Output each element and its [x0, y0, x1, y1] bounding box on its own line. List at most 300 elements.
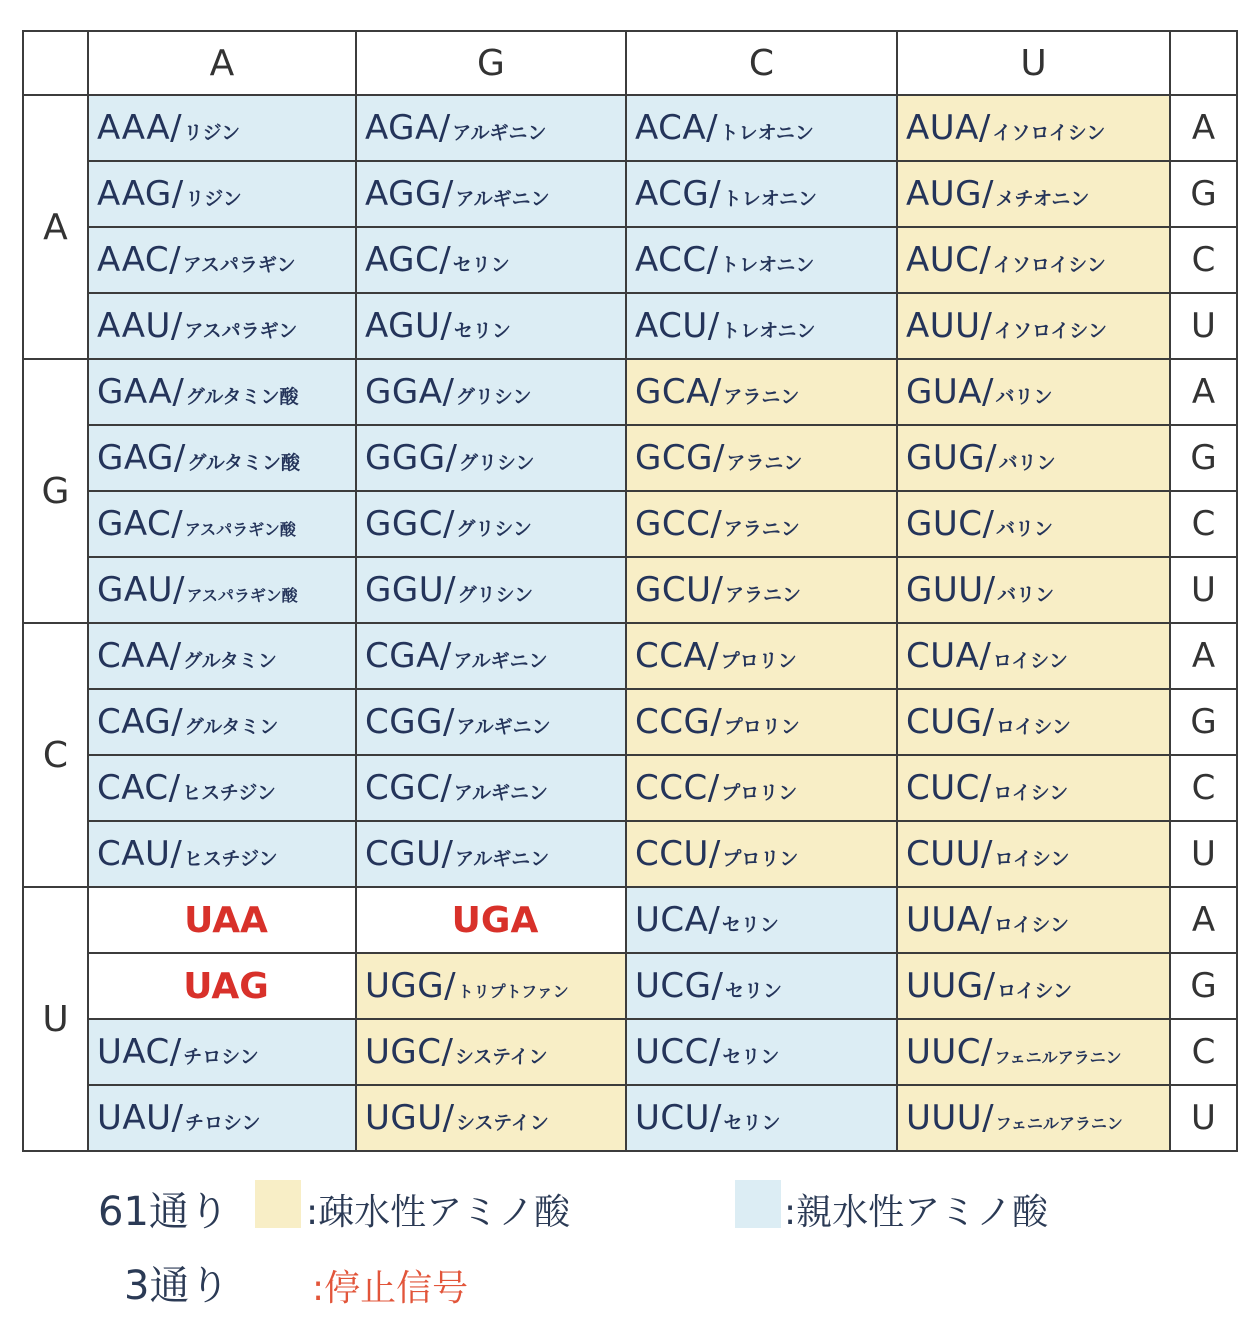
codon: AAU	[97, 306, 171, 346]
codon: GGG	[365, 438, 446, 478]
codon-cell	[626, 293, 897, 359]
col-header: A	[88, 31, 356, 95]
corner-cell	[1170, 31, 1237, 95]
separator: /	[985, 438, 997, 478]
codon: UCG	[635, 966, 712, 1006]
amino-acid: プロリン	[722, 848, 799, 870]
codon-row	[23, 755, 1237, 821]
amino-acid: フェニルアラニン	[995, 1114, 1123, 1133]
amino-acid: セリン	[453, 320, 511, 342]
codon-row	[23, 491, 1237, 557]
third-base-label: A	[1170, 95, 1237, 161]
separator: /	[978, 108, 991, 148]
codon: GAG	[97, 438, 174, 478]
codon-row	[23, 95, 1237, 161]
amino-acid: アルギニン	[454, 848, 550, 870]
third-base-label: C	[1170, 491, 1237, 557]
codon: UUC	[906, 1032, 982, 1072]
separator: /	[710, 504, 722, 544]
amino-acid: プロリン	[720, 650, 797, 672]
codon-row	[23, 161, 1237, 227]
amino-acid: アルギニン	[455, 188, 550, 210]
codon-cell	[88, 95, 356, 161]
codon: GAC	[97, 504, 172, 544]
separator: /	[171, 504, 183, 544]
amino-acid: セリン	[721, 914, 779, 936]
amino-acid: アラニン	[724, 584, 801, 606]
codon-cell	[88, 293, 356, 359]
separator: /	[980, 900, 992, 940]
separator: /	[442, 702, 455, 742]
separator: /	[708, 1032, 721, 1072]
codon-cell	[356, 1019, 626, 1085]
hydrophilic-swatch	[735, 1180, 781, 1228]
codon: AAG	[97, 174, 172, 214]
separator: /	[708, 900, 720, 940]
codon-row	[23, 425, 1237, 491]
codon-cell	[626, 491, 897, 557]
codon-cell	[88, 227, 356, 293]
separator: /	[981, 834, 993, 874]
separator: /	[445, 438, 458, 478]
codon: CAG	[97, 702, 172, 742]
separator: /	[442, 504, 455, 544]
separator: /	[440, 768, 452, 808]
separator: /	[982, 1098, 994, 1138]
codon: AGU	[365, 306, 441, 346]
amino-acid: システイン	[456, 1112, 549, 1134]
separator: /	[172, 372, 184, 412]
amino-acid: アルギニン	[452, 122, 547, 144]
codon-cell	[356, 161, 626, 227]
codon: GUG	[906, 438, 986, 478]
codon: CCU	[635, 834, 709, 874]
codon-cell	[88, 689, 356, 755]
hydrophilic-label: :親水性アミノ酸	[784, 1192, 1049, 1233]
third-base-label: G	[1170, 689, 1237, 755]
codon-cell	[897, 491, 1170, 557]
separator: /	[707, 636, 719, 676]
amino-acid: ロイシン	[994, 914, 1069, 936]
separator: /	[982, 504, 994, 544]
codon: UCC	[635, 1032, 709, 1072]
codon-cell	[626, 95, 897, 161]
third-base-label: U	[1170, 1085, 1237, 1151]
amino-acid: アラニン	[723, 518, 800, 540]
amino-acid: グルタミン	[183, 650, 277, 672]
amino-acid: アルギニン	[453, 782, 549, 804]
separator: /	[439, 240, 451, 280]
separator: /	[708, 834, 721, 874]
amino-acid: プロリン	[721, 782, 798, 804]
amino-acid: グルタミン酸	[185, 386, 299, 408]
third-base-label: C	[1170, 1019, 1237, 1085]
amino-acid: ヒスチジン	[183, 848, 278, 870]
codon: UAC	[97, 1032, 170, 1072]
codon: CGA	[365, 636, 440, 676]
separator: /	[982, 372, 994, 412]
codon-cell	[356, 359, 626, 425]
codon-cell	[88, 161, 356, 227]
separator: /	[979, 768, 992, 808]
codon: ACG	[635, 174, 710, 214]
codon: GCC	[635, 504, 711, 544]
codon: CGG	[365, 702, 443, 742]
amino-acid: トレオニン	[719, 122, 814, 144]
codon-cell	[356, 821, 626, 887]
codon-cell	[356, 953, 626, 1019]
codon: ACU	[635, 306, 708, 346]
codon: CGU	[365, 834, 442, 874]
amino-acid: チロシン	[183, 1046, 259, 1068]
separator: /	[979, 240, 991, 280]
codon: GAA	[97, 372, 173, 412]
codon-row	[23, 623, 1237, 689]
corner-cell	[23, 31, 88, 95]
stop-codon: UAA	[184, 899, 268, 941]
separator: /	[441, 834, 453, 874]
codon: UCU	[635, 1098, 711, 1138]
codon-row	[23, 557, 1237, 623]
codon: GGA	[365, 372, 443, 412]
separator: /	[173, 438, 186, 478]
third-base-label: A	[1170, 359, 1237, 425]
codon: UCA	[635, 900, 709, 940]
amino-acid: システイン	[454, 1046, 548, 1068]
codon: CCC	[635, 768, 708, 808]
amino-acid: ロイシン	[994, 848, 1070, 870]
third-base-label: G	[1170, 161, 1237, 227]
amino-acid: アルギニン	[456, 716, 551, 738]
codon-cell	[897, 821, 1170, 887]
amino-acid: アスパラギン酸	[186, 586, 298, 605]
codon-row	[23, 359, 1237, 425]
codon-cell	[88, 1085, 356, 1151]
separator: /	[709, 372, 722, 412]
separator: /	[444, 966, 456, 1006]
third-base-label: A	[1170, 623, 1237, 689]
amino-acid: グリシン	[455, 386, 532, 408]
amino-acid: アラニン	[726, 452, 803, 474]
col-header: U	[897, 31, 1170, 95]
codon: GCG	[635, 438, 713, 478]
separator: /	[710, 1098, 722, 1138]
amino-acid: ロイシン	[993, 782, 1069, 804]
codon-cell	[626, 623, 897, 689]
third-base-label: A	[1170, 887, 1237, 953]
codon-cell	[626, 689, 897, 755]
codon-cell	[626, 887, 897, 953]
separator: /	[707, 768, 720, 808]
codon: UAU	[97, 1098, 172, 1138]
codon-cell	[626, 1085, 897, 1151]
first-base-label: C	[23, 623, 88, 887]
codon-cell	[626, 227, 897, 293]
separator: /	[169, 1032, 182, 1072]
amino-acid: バリン	[995, 518, 1053, 540]
amino-acid: アラニン	[723, 386, 800, 408]
amino-acid: トレオニン	[721, 320, 816, 342]
amino-acid: アスパラギン	[182, 254, 296, 276]
codon-cell	[356, 491, 626, 557]
codon-cell	[897, 953, 1170, 1019]
codon-cell	[88, 755, 356, 821]
separator: /	[442, 1098, 455, 1138]
amino-acid: トリプトファン	[457, 982, 569, 1001]
stop-codon: UGA	[451, 899, 539, 941]
codon-cell	[897, 689, 1170, 755]
separator: /	[441, 1032, 453, 1072]
separator: /	[709, 174, 721, 214]
separator: /	[712, 438, 725, 478]
codon: UGC	[365, 1032, 442, 1072]
codon: CCA	[635, 636, 708, 676]
codon: AUG	[906, 174, 982, 214]
amino-acid: ロイシン	[992, 650, 1068, 672]
codon-cell	[356, 227, 626, 293]
amino-acid: メチオニン	[995, 188, 1090, 210]
separator: /	[439, 636, 452, 676]
hydrophobic-swatch	[255, 1180, 301, 1228]
first-base-label: G	[23, 359, 88, 623]
amino-acid: セリン	[452, 254, 510, 276]
amino-acid: リジン	[185, 188, 242, 210]
amino-acid: セリン	[722, 1046, 780, 1068]
codon-cell	[356, 293, 626, 359]
codon-row	[23, 887, 1237, 953]
separator: /	[170, 108, 182, 148]
amino-acid: グリシン	[456, 518, 532, 540]
amino-acid: セリン	[724, 980, 782, 1002]
separator: /	[442, 372, 454, 412]
codon-table	[22, 30, 1238, 1152]
codon-cell	[88, 623, 356, 689]
codon: AAC	[97, 240, 170, 280]
codon-row	[23, 953, 1237, 1019]
header-row	[23, 31, 1237, 95]
codon-cell	[356, 425, 626, 491]
codon-row	[23, 227, 1237, 293]
amino-acid: グルタミン	[184, 716, 279, 738]
amino-acid: バリン	[995, 386, 1053, 408]
amino-acid: グリシン	[459, 452, 535, 474]
codon-cell	[897, 95, 1170, 161]
amino-acid: バリン	[997, 584, 1055, 606]
codon: UUU	[906, 1098, 983, 1138]
separator: /	[440, 306, 452, 346]
stop-codon: UAG	[183, 965, 269, 1007]
codon: AGC	[365, 240, 440, 280]
third-base-label: C	[1170, 755, 1237, 821]
legend	[0, 1160, 1260, 1330]
codon-cell	[897, 755, 1170, 821]
codon: GUU	[906, 570, 984, 610]
separator: /	[983, 966, 996, 1006]
separator: /	[444, 570, 456, 610]
amino-acid: グリシン	[457, 584, 534, 606]
separator: /	[173, 570, 185, 610]
codon: UUG	[906, 966, 984, 1006]
codon-cell	[626, 953, 897, 1019]
separator: /	[980, 306, 992, 346]
codon: UUA	[906, 900, 981, 940]
separator: /	[711, 570, 723, 610]
separator: /	[706, 108, 718, 148]
amino-acid: チロシン	[185, 1112, 261, 1134]
codon: CUG	[906, 702, 983, 742]
codon: GCU	[635, 570, 712, 610]
codon-cell	[626, 821, 897, 887]
codon-cell	[88, 821, 356, 887]
separator: /	[982, 174, 994, 214]
codon: AAA	[97, 108, 171, 148]
third-base-label: G	[1170, 953, 1237, 1019]
codon-cell	[356, 1085, 626, 1151]
codon: CGC	[365, 768, 441, 808]
codon: AUA	[906, 108, 979, 148]
codon: CAC	[97, 768, 169, 808]
amino-acid: ヒスチジン	[182, 782, 276, 804]
codon-cell	[88, 359, 356, 425]
amino-acid: イソロイシン	[992, 122, 1106, 144]
amino-acid: グルタミン酸	[187, 452, 300, 474]
codon-row	[23, 689, 1237, 755]
codon: AGG	[365, 174, 442, 214]
amino-acid: イソロイシン	[994, 320, 1107, 342]
codon-row	[23, 821, 1237, 887]
codon-cell	[897, 425, 1170, 491]
amino-acid: アスパラギン酸	[184, 520, 296, 539]
separator: /	[438, 108, 451, 148]
codon: GGU	[365, 570, 445, 610]
amino-acid: フェニルアラニン	[994, 1048, 1122, 1067]
separator: /	[169, 240, 181, 280]
third-base-label: U	[1170, 293, 1237, 359]
codon-cell	[897, 1019, 1170, 1085]
codon-cell	[626, 1019, 897, 1085]
codon: CUC	[906, 768, 980, 808]
count-61-label: 61通り	[98, 1189, 229, 1235]
separator: /	[979, 636, 991, 676]
codon: GCA	[635, 372, 710, 412]
separator: /	[707, 306, 720, 346]
codon-cell	[88, 425, 356, 491]
separator: /	[169, 636, 182, 676]
third-base-label: G	[1170, 425, 1237, 491]
hydrophobic-label: :疎水性アミノ酸	[306, 1192, 571, 1233]
codon-cell	[897, 623, 1170, 689]
separator: /	[710, 702, 722, 742]
first-base-label: A	[23, 95, 88, 359]
separator: /	[706, 240, 719, 280]
codon: AUU	[906, 306, 981, 346]
separator: /	[982, 702, 994, 742]
codon: AUC	[906, 240, 980, 280]
codon-cell	[88, 1019, 356, 1085]
col-header: G	[356, 31, 626, 95]
separator: /	[170, 306, 183, 346]
codon-cell	[897, 227, 1170, 293]
col-header: C	[626, 31, 897, 95]
stop-codon-cell	[88, 953, 356, 1019]
codon-cell	[626, 425, 897, 491]
amino-acid: リジン	[183, 122, 241, 144]
amino-acid: トレオニン	[722, 188, 817, 210]
amino-acid: バリン	[998, 452, 1056, 474]
count-3-label: 3通り	[124, 1263, 230, 1309]
third-base-label: U	[1170, 557, 1237, 623]
separator: /	[168, 768, 181, 808]
codon-cell	[897, 887, 1170, 953]
codon-row	[23, 293, 1237, 359]
codon-cell	[88, 491, 356, 557]
codon-cell	[626, 755, 897, 821]
codon-cell	[626, 359, 897, 425]
amino-acid: アスパラギン	[184, 320, 298, 342]
codon: GUC	[906, 504, 983, 544]
codon-body	[23, 95, 1237, 1151]
codon-row	[23, 1085, 1237, 1151]
codon: CAU	[97, 834, 171, 874]
amino-acid: ロイシン	[997, 980, 1073, 1002]
codon-cell	[897, 1085, 1170, 1151]
separator: /	[171, 174, 184, 214]
codon-cell	[626, 161, 897, 227]
stop-codon-cell	[88, 887, 356, 953]
amino-acid: ロイシン	[995, 716, 1071, 738]
codon-cell	[626, 557, 897, 623]
codon: UGG	[365, 966, 445, 1006]
codon: ACC	[635, 240, 707, 280]
codon-cell	[897, 161, 1170, 227]
codon: GAU	[97, 570, 173, 610]
codon: CUU	[906, 834, 982, 874]
codon-cell	[356, 689, 626, 755]
stop-signal-label: :停止信号	[312, 1268, 469, 1309]
codon-cell	[897, 557, 1170, 623]
codon-cell	[356, 95, 626, 161]
first-base-label: U	[23, 887, 88, 1151]
amino-acid: プロリン	[723, 716, 800, 738]
codon: CUA	[906, 636, 980, 676]
separator: /	[170, 834, 182, 874]
codon-cell	[356, 557, 626, 623]
codon: CAA	[97, 636, 170, 676]
codon-cell	[88, 557, 356, 623]
third-base-label: C	[1170, 227, 1237, 293]
separator: /	[441, 174, 454, 214]
separator: /	[981, 1032, 993, 1072]
codon-cell	[897, 359, 1170, 425]
codon: UGU	[365, 1098, 443, 1138]
codon: GGC	[365, 504, 443, 544]
codon: ACA	[635, 108, 707, 148]
amino-acid: セリン	[723, 1112, 781, 1134]
codon-cell	[356, 623, 626, 689]
codon: GUA	[906, 372, 982, 412]
amino-acid: イソロイシン	[992, 254, 1106, 276]
codon-cell	[897, 293, 1170, 359]
amino-acid: アルギニン	[453, 650, 548, 672]
codon: AGA	[365, 108, 439, 148]
separator: /	[711, 966, 723, 1006]
codon-row	[23, 1019, 1237, 1085]
separator: /	[983, 570, 996, 610]
separator: /	[171, 702, 183, 742]
separator: /	[171, 1098, 183, 1138]
codon: CCG	[635, 702, 711, 742]
stop-codon-cell	[356, 887, 626, 953]
